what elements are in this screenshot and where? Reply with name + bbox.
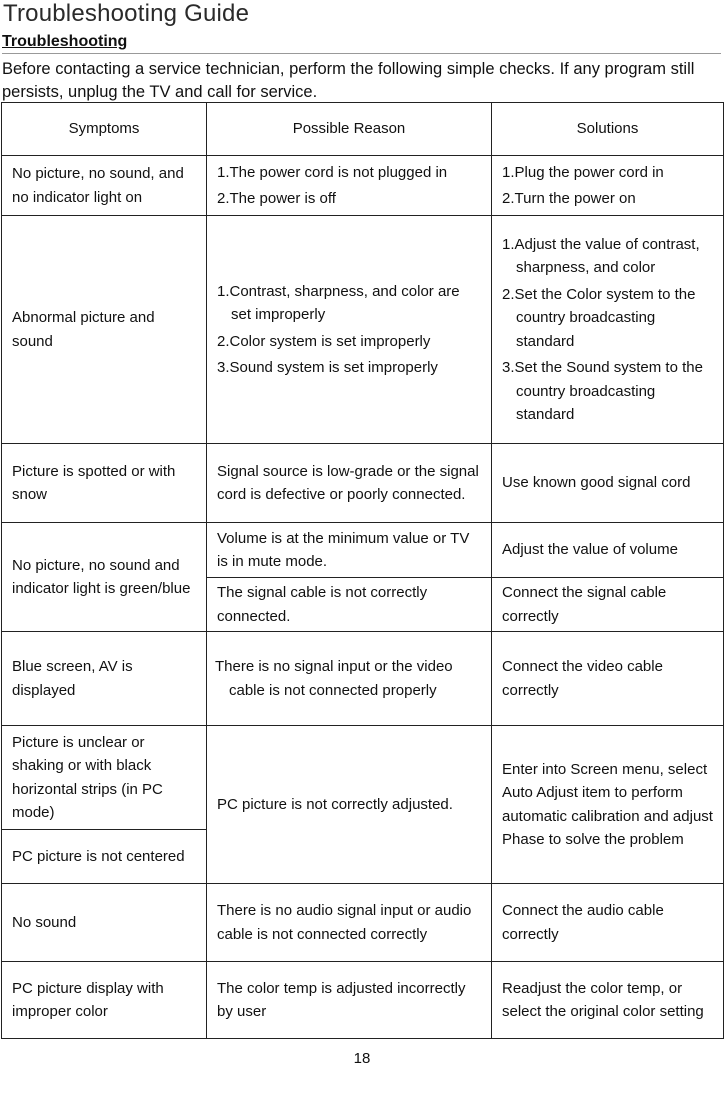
table-row (2, 523, 724, 578)
symptom-cell: Abnormal picture and sound (2, 216, 207, 444)
table-row (2, 216, 724, 444)
header-possible-reason: Possible Reason (207, 103, 492, 156)
reason-cell: There is no audio signal input or audio cable is not connected correctly (207, 884, 492, 962)
reason-cell: PC picture is not correctly adjusted. (207, 726, 492, 884)
solution-cell: Connect the audio cable correctly (492, 884, 724, 962)
table-header-row (2, 103, 724, 156)
intro-paragraph: Before contacting a service technician, perform the following simple checks. If any program still persists, unplug the TV and call for service. (2, 60, 695, 101)
solution-cell: Readjust the color temp, or select the original color setting (492, 962, 724, 1039)
table-row (2, 726, 724, 830)
reason-cell (207, 632, 492, 726)
table-row (2, 444, 724, 523)
header-solutions: Solutions (492, 103, 724, 156)
table-row (2, 962, 724, 1039)
reason-item: 2.The power is off (217, 190, 336, 207)
section-heading (2, 33, 721, 54)
reason-item: 3.Sound system is set improperly (217, 359, 438, 376)
reason-cell (207, 156, 492, 216)
table-row (2, 632, 724, 726)
symptom-cell: Picture is spotted or with snow (2, 444, 207, 523)
solution-item: 3.Set the Sound system to the country broadcasting standard (502, 359, 703, 423)
reason-item: 1.Contrast, sharpness, and color are set improperly (217, 282, 460, 323)
solution-cell: Connect the signal cable correctly (492, 578, 724, 632)
solution-cell (492, 216, 724, 444)
solution-item: 2.Set the Color system to the country broadcasting standard (502, 285, 696, 350)
reason-cell (207, 216, 492, 444)
header-symptoms: Symptoms (2, 103, 207, 156)
symptom-cell: No picture, no sound, and no indicator light on (2, 156, 207, 216)
solution-item: 1.Adjust the value of contrast, sharpness, and color (502, 235, 700, 276)
table-row (2, 156, 724, 216)
reason-item: 1.The power cord is not plugged in (217, 163, 448, 181)
symptom-cell: PC picture is not centered (2, 830, 207, 884)
solution-cell (492, 156, 724, 216)
reason-cell: Volume is at the minimum value or TV is in mute mode. (207, 523, 492, 578)
solution-item: 1.Plug the power cord in (502, 163, 664, 181)
reason-item: 2.Color system is set improperly (217, 332, 431, 350)
reason-cell: Signal source is low-grade or the signal cord is defective or poorly connected. (207, 444, 492, 523)
solution-item: 2.Turn the power on (502, 190, 636, 207)
symptom-cell: No picture, no sound and indicator light is green/blue (2, 523, 207, 632)
symptom-cell: Blue screen, AV is displayed (2, 632, 207, 726)
symptom-cell: PC picture display with improper color (2, 962, 207, 1039)
reason-item: There is no signal input or the video cable is not connected properly (215, 658, 453, 699)
section-heading-text: Troubleshooting (2, 33, 128, 50)
symptom-cell: No sound (2, 884, 207, 962)
reason-cell: The color temp is adjusted incorrectly by user (207, 962, 492, 1039)
page-title: Troubleshooting Guide (3, 0, 250, 27)
solution-cell: Enter into Screen menu, select Auto Adjust item to perform automatic calibration and adjust Phase to solve the problem (492, 726, 724, 884)
troubleshooting-table (1, 102, 724, 1039)
solution-cell: Connect the video cable correctly (492, 632, 724, 726)
solution-cell: Adjust the value of volume (492, 523, 724, 578)
symptom-cell: Picture is unclear or shaking or with black horizontal strips (in PC mode) (2, 726, 207, 830)
table-row (2, 884, 724, 962)
reason-cell: The signal cable is not correctly connected. (207, 578, 492, 632)
solution-cell: Use known good signal cord (492, 444, 724, 523)
page-number: 18 (353, 1050, 371, 1067)
